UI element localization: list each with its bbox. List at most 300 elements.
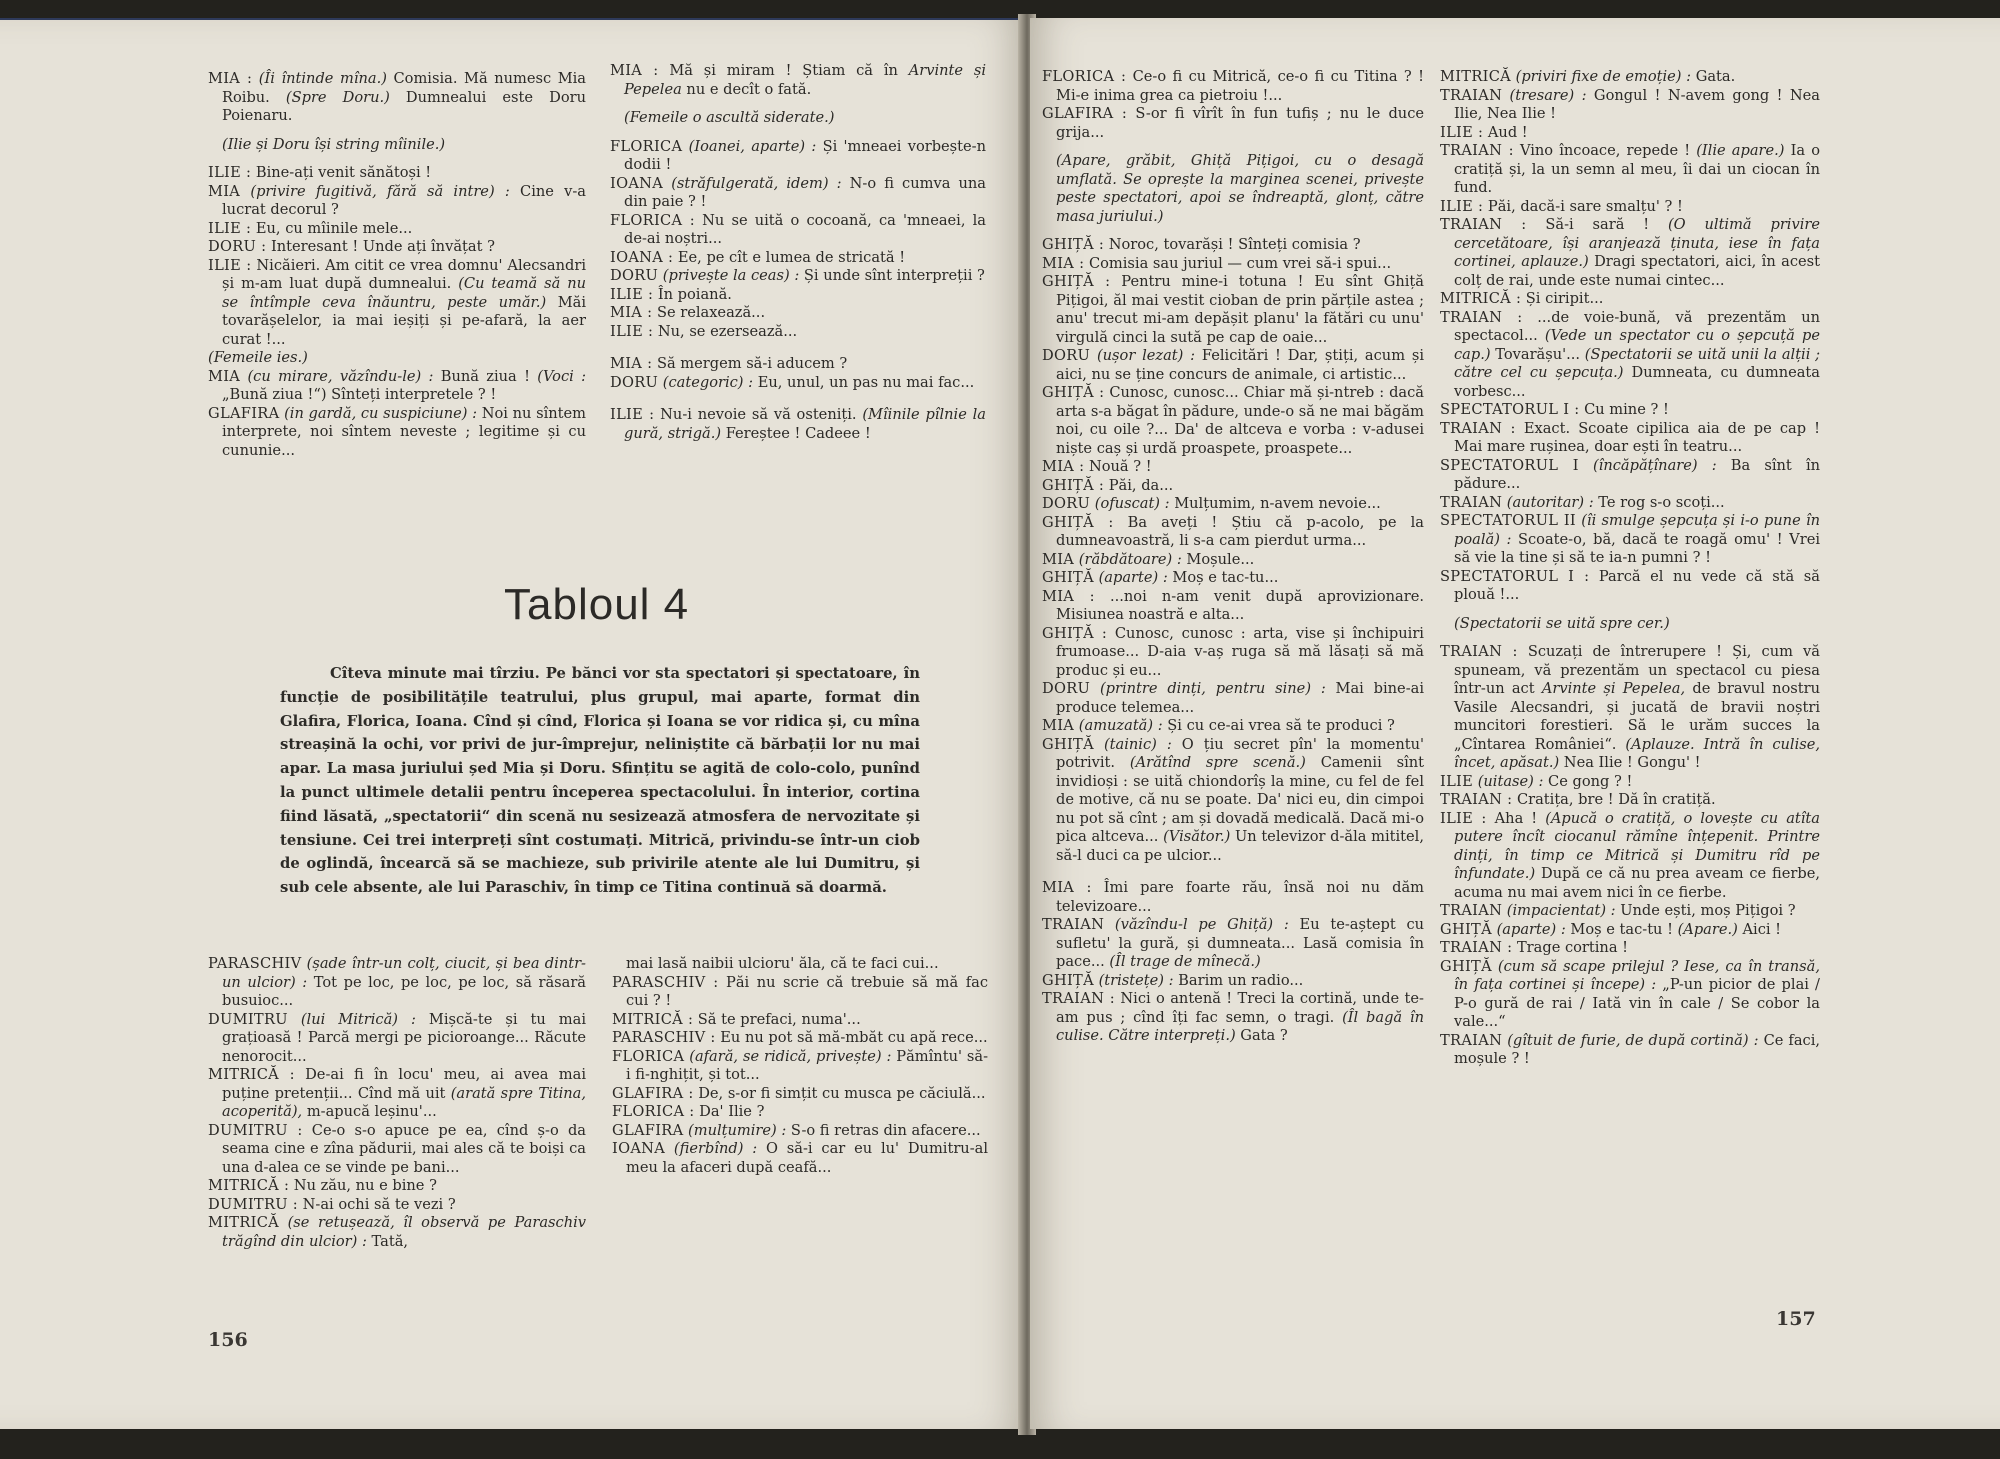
line-text: Ce gong ? !	[1543, 772, 1633, 790]
line-text: Cu mine ? !	[1584, 401, 1669, 418]
line-text: Cine v-a lucrat decorul ?	[222, 182, 586, 218]
dialogue-line	[208, 368, 586, 405]
speaker-name: MIA :	[1042, 458, 1085, 475]
speaker-name: TRAIAN	[1440, 86, 1503, 104]
dialogue-line	[612, 1140, 988, 1177]
dialogue-line	[612, 1048, 988, 1085]
left-page	[0, 18, 1024, 1429]
stage-direction: (lui Mitrică) :	[300, 1010, 416, 1028]
speaker-name: DORU	[610, 267, 659, 284]
speaker-name: TRAIAN :	[1440, 419, 1516, 437]
speaker-name: MIA :	[1042, 587, 1095, 605]
dialogue-line	[1440, 643, 1820, 773]
line-text: ...de voie-bună, vă prezentăm un spectacol...	[1454, 308, 1820, 344]
speaker-name: MIA :	[208, 70, 253, 87]
dialogue-line	[1440, 921, 1820, 940]
line-text: Bine-ați venit sănătoși !	[255, 164, 432, 181]
dialogue-line	[610, 323, 986, 342]
line-text: Și unde sînt interpreții ?	[799, 267, 985, 284]
speaker-name: MITRICĂ :	[612, 1010, 694, 1028]
line-text: Să te prefaci, numa'...	[697, 1010, 861, 1028]
speaker-name: MIA	[1042, 717, 1075, 734]
stage-direction: (aparte) :	[1496, 920, 1566, 938]
stage-direction: (văzîndu-l pe Ghiță) :	[1114, 916, 1289, 933]
left-column-bottom-1	[208, 955, 586, 1251]
speaker-name: MITRICĂ :	[208, 1177, 290, 1194]
dialogue-line	[1042, 972, 1424, 991]
speaker-name: MIA :	[1042, 254, 1085, 272]
dialogue-line	[1042, 625, 1424, 681]
speaker-name: GHIȚĂ :	[1042, 624, 1108, 642]
line-text: Cunosc, cunosc : arta, vise și închipuiri frumoase... D-aia v-aș ruga să mă lăsați să mă produc și eu...	[1056, 624, 1424, 679]
line-text: Mă numesc Mia Roibu.	[222, 70, 587, 106]
line-text: Vino încoace, repede !	[1519, 142, 1697, 159]
stage-direction: (Aplauze. Intră în culise, încet, apăsat.)	[1454, 735, 1820, 771]
dialogue-line	[1440, 773, 1820, 792]
line-text: De-ai fi în locu' meu, ai avea mai puține pretenții... Cînd mă uit	[222, 1066, 586, 1102]
speaker-name: TRAIAN	[1440, 902, 1503, 919]
speaker-name: ILIE	[1440, 772, 1474, 790]
dialogue-line	[610, 286, 986, 305]
dialogue-line	[1440, 512, 1820, 568]
line-text: Moșule...	[1181, 550, 1255, 568]
stage-direction: (Ioanei, aparte) :	[688, 137, 817, 155]
stage-direction: (afară, se ridică, privește) :	[689, 1047, 892, 1065]
line-text: Dragi spectatori, aici, în acest colț de rai, unde este numai cintec...	[1454, 253, 1820, 289]
speaker-name: FLORICA	[610, 137, 683, 155]
dialogue-line	[1042, 680, 1424, 717]
line-text: ...noi n-am venit după aprovizionare. Misiunea noastră e alta...	[1056, 587, 1424, 623]
dialogue-line	[610, 374, 986, 393]
line-text: Noroc, tovarăși ! Sînteți comisia ?	[1108, 236, 1361, 253]
speaker-name: PARASCHIV :	[612, 1029, 716, 1046]
line-text: Ce faci, moșule ? !	[1454, 1031, 1821, 1067]
line-text: Ce-o fi cu Mitrică, ce-o fi cu Titina ? ! Mi-e inima grea ca pietroiu !...	[1056, 68, 1424, 104]
stage-direction: (Spre Doru.)	[285, 88, 390, 106]
line-text: În poiană.	[657, 285, 732, 303]
stage-direction: (in gardă, cu suspiciune) :	[284, 404, 478, 422]
dialogue-line	[610, 249, 986, 268]
line-text: Și cu ce-ai vrea să te produci ?	[1162, 717, 1395, 734]
speaker-name: DUMITRU :	[208, 1121, 303, 1139]
stage-direction: (șade într-un colț, ciucit, și bea dintr-un ulcior) :	[222, 955, 586, 991]
line-text: „Bună ziua !“) Sînteți interpretele ? !	[222, 386, 497, 403]
dialogue-line	[610, 406, 986, 443]
line-text: Comisia sau juriul — cum vrei să-i spui...	[1088, 254, 1392, 272]
line-text: Mișcă-te și tu mai grațioasă ! Parcă mergi pe picioroange... Răcute nenorocit...	[222, 1010, 587, 1065]
stage-direction: Arvinte și Pepelea,	[1541, 680, 1686, 697]
line-text: Ba sînt în pădure...	[1454, 456, 1821, 492]
speaker-name: DUMITRU :	[208, 1195, 298, 1213]
speaker-name: ILIE :	[208, 219, 252, 237]
stage-direction: (Cu teamă să nu se întîmple ceva înăuntru, peste umăr.)	[222, 275, 587, 311]
dialogue-line	[1440, 198, 1820, 217]
speaker-name: IOANA :	[610, 248, 674, 266]
dialogue-line	[612, 1029, 988, 1048]
speaker-name: MIA :	[1042, 879, 1092, 896]
speaker-name: FLORICA :	[612, 1103, 695, 1120]
stage-direction: (Voci :	[537, 367, 587, 385]
speaker-name: SPECTATORUL I	[1440, 456, 1579, 474]
stage-direction: (privire fugitivă, fără să intre) :	[250, 182, 510, 200]
line-text: De, s-or fi simțit cu musca pe căciulă...	[698, 1084, 986, 1102]
speaker-name: GLAFIRA :	[1042, 105, 1128, 122]
speaker-name: MITRICĂ	[208, 1214, 279, 1231]
line-text: Gata.	[1691, 68, 1736, 85]
right-column-1	[1042, 68, 1424, 1046]
dialogue-line	[1440, 309, 1820, 402]
stage-direction: (străfulgerată, idem) :	[671, 174, 842, 192]
speaker-name: GLAFIRA :	[612, 1084, 694, 1102]
scene-intro: Cîteva minute mai tîrziu. Pe bănci vor sta spectatori și spectatoare, în funcție de posibilitățile teatrului, plus grupul, mai aparte, format din Glafira, Florica, Ioana. Cînd și cînd, Florica și Ioana se vor ridica și, cu mîna streașină la ochi, vor privi de jur-împrejur, neliniștite că bărbații lor nu mai apar. La masa juriului șed Mia și Doru. Sfințitu se agită de colo-colo, punînd la punct ultimele detalii pentru începerea spectacolului. În interior, cortina fiind lăsată, „spectatorii“ din scenă nu sesizează atmosfera de nervozitate și tensiune. Cei trei interpreți sînt costumați. Mitrică, privindu-se într-un ciob de oglindă, încearcă să se machieze, sub privirile atente ale lui Dumitru, și sub cele absente, ale lui Paraschiv, în timp ce Titina continuă să doarmă.	[280, 665, 920, 897]
stage-direction: (O ultimă privire cercetătoare, își aranjează ținuta, iese în fața cortinei, aplauze.)	[1454, 216, 1821, 270]
line-text: Îmi pare foarte rău, însă noi nu dăm televizoare...	[1056, 879, 1424, 915]
dialogue-line	[1042, 152, 1424, 226]
line-text: O să-i car eu lu' Dumitru-al meu la afaceri după ceafă...	[626, 1140, 988, 1176]
stage-direction: (cum să scape prilejul ? Iese, ca în transă, în fața cortinei și începe) :	[1454, 957, 1820, 993]
dialogue-line	[1042, 551, 1424, 570]
dialogue-line	[610, 212, 986, 249]
dialogue-line	[1042, 990, 1424, 1046]
line-text: Aha !	[1494, 809, 1546, 827]
line-text: Felicitări ! Dar, știți, acum și aici, nu se ține concurs de animale, ci artistic...	[1056, 347, 1425, 383]
line-text: m-apucă leșinu'...	[302, 1103, 437, 1120]
dialogue-line	[1440, 810, 1820, 903]
dialogue-line	[1440, 290, 1820, 309]
line-text: nu e decît o fată.	[681, 80, 812, 98]
line-text: Se relaxează...	[656, 304, 766, 321]
speaker-name: DORU	[1042, 680, 1091, 697]
line-text: Măi tovarășelelor, ia mai ieșiți și pe-afară, la aer curat !...	[222, 293, 587, 348]
stage-direction: (Apucă o cratiță, o lovește cu atîta putere încît ciocanul rămîne înțepenit. Printre dinți, în timp ce Mitrică și Dumitru rîd pe înfundate.)	[1454, 809, 1821, 882]
dialogue-line	[610, 304, 986, 323]
stage-direction: (Apare, grăbit, Ghiță Pițigoi, cu o desagă umflată. Se oprește la marginea scenei, privește peste spectatori, apoi se îndreaptă, glonț, către masa juriului.)	[1056, 152, 1424, 225]
speaker-name: TRAIAN	[1042, 916, 1105, 933]
stage-direction: (ofuscat) :	[1094, 495, 1170, 512]
speaker-name: MIA	[208, 182, 241, 200]
stage-direction: (priviri fixe de emoție) :	[1515, 68, 1692, 85]
stage-direction: (privește la ceas) :	[662, 267, 800, 284]
stage-direction: (încăpățînare) :	[1592, 456, 1717, 474]
dialogue-line	[610, 355, 986, 374]
line-text: Nici o antenă ! Treci la cortină, unde te-am pus ; cînd îți fac semn, o tragi.	[1056, 990, 1424, 1026]
line-text: N-o fi cumva una din paie ? !	[624, 174, 986, 210]
stage-direction: (Îl trage de mînecă.)	[1109, 953, 1261, 970]
dialogue-line	[1440, 902, 1820, 921]
speaker-name: ILIE :	[1440, 197, 1484, 215]
dialogue-line	[1042, 384, 1424, 458]
stage-direction: (Mîinile pîlnie la gură, strigă.)	[624, 406, 986, 442]
dialogue-line	[1042, 255, 1424, 274]
dialogue-line	[612, 955, 988, 974]
stage-direction: (tristețe) :	[1098, 971, 1174, 989]
dialogue-line	[1440, 142, 1820, 198]
line-text: Să mergem să-i aducem ?	[656, 355, 848, 372]
stage-direction: (impacientat) :	[1506, 902, 1616, 919]
dialogue-line	[208, 238, 586, 257]
stage-direction: (Ilie și Doru își string mîinile.)	[222, 135, 446, 153]
dialogue-line	[1440, 1032, 1820, 1069]
dialogue-line	[1440, 791, 1820, 810]
dialogue-line	[208, 1122, 586, 1178]
line-text: mai lasă naibii ulcioru' ăla, că te faci cui...	[626, 955, 939, 972]
speaker-name: MIA :	[610, 304, 653, 321]
line-text: Nu, se ezersează...	[657, 322, 798, 340]
scene-title: Tabloul 4	[504, 580, 690, 629]
speaker-name: PARASCHIV	[208, 955, 302, 972]
stage-direction: (se retușează, îl observă pe Paraschiv trăgînd din ulcior) :	[222, 1214, 587, 1250]
line-text: Cratița, bre ! Dă în cratiță.	[1516, 791, 1716, 808]
stage-direction: (răbdătoare) :	[1078, 550, 1182, 568]
speaker-name: GHIȚĂ	[1440, 957, 1492, 975]
dialogue-line	[1042, 477, 1424, 496]
speaker-name: GHIȚĂ :	[1042, 236, 1105, 253]
dialogue-line	[1440, 216, 1820, 290]
stage-direction: (Îl bagă în culise. Către interpreți.)	[1056, 1008, 1424, 1044]
speaker-name: GHIȚĂ :	[1042, 476, 1105, 494]
speaker-name: SPECTATORUL I :	[1440, 567, 1590, 585]
speaker-name: ILIE :	[610, 322, 654, 340]
page-number-right: 157	[1776, 1308, 1816, 1330]
line-text: Tot pe loc, pe loc, pe loc, să răsară busuioc...	[222, 973, 587, 1009]
dialogue-line	[1440, 939, 1820, 958]
speaker-name: TRAIAN :	[1440, 142, 1514, 159]
dialogue-line	[612, 974, 988, 1011]
line-text: Mă și miram ! Știam că în	[669, 62, 909, 79]
line-text: Scoate-o, bă, dacă te roagă omu' ! Vrei să vie la tine și să te ia-n pumni ? !	[1454, 530, 1820, 566]
dialogue-line	[208, 1196, 586, 1215]
speaker-name: IOANA	[612, 1140, 666, 1157]
right-page	[1030, 18, 2000, 1429]
line-text: Eu te-aștept cu sufletu' la gură, și dumneata... Lasă comisia în pace...	[1056, 916, 1425, 970]
line-text: Moș e tac-tu...	[1167, 569, 1279, 586]
dialogue-line	[610, 175, 986, 212]
line-text: Da' Ilie ?	[699, 1103, 765, 1120]
line-text: Dumneata, cu dumneata vorbesc...	[1454, 364, 1820, 400]
line-text: Te rog s-o scoți...	[1593, 493, 1725, 511]
dialogue-line	[1440, 958, 1820, 1032]
dialogue-line	[208, 136, 586, 155]
dialogue-line	[610, 109, 986, 128]
speaker-name: TRAIAN :	[1440, 939, 1513, 956]
speaker-name: FLORICA :	[610, 211, 695, 229]
speaker-name: MITRICĂ	[1440, 68, 1511, 85]
line-text: Moș e tac-tu !	[1565, 920, 1678, 938]
line-text: Aici !	[1737, 920, 1782, 938]
line-text: Exact. Scoate cipilica aia de pe cap ! Mai mare rușinea, doar ești în teatru...	[1454, 419, 1821, 455]
speaker-name: GLAFIRA	[612, 1121, 684, 1139]
stage-direction: (tresare) :	[1509, 86, 1587, 104]
line-text: N-ai ochi să te vezi ?	[302, 1195, 456, 1213]
speaker-name: GHIȚĂ	[1042, 569, 1094, 586]
line-text: Ce-o s-o apuce pe ea, cînd ș-o da seama cine e zîna pădurii, mai ales că te boiși ca una d-alea ce se vinde pe bani...	[222, 1121, 586, 1176]
line-text: Gata ?	[1235, 1027, 1288, 1044]
line-text: Noi nu sîntem interprete, noi sîntem neveste ; legitime și cu cununie...	[222, 404, 586, 459]
stage-direction: (amuzată) :	[1078, 717, 1163, 734]
stage-direction: (Visător.)	[1163, 828, 1231, 845]
dialogue-line	[1440, 568, 1820, 605]
speaker-name: SPECTATORUL II	[1440, 512, 1576, 529]
line-text: Interesant ! Unde ați învățat ?	[270, 238, 495, 255]
dialogue-line	[1042, 588, 1424, 625]
speaker-name: GHIȚĂ :	[1042, 513, 1114, 531]
speaker-name: GHIȚĂ	[1042, 971, 1094, 989]
dialogue-line	[1042, 736, 1424, 866]
line-text: Camenii sînt invidioși : se uită chiondorîș la mine, cu fel de fel de motive, că nu se poate. Da' nici eu, din cimpoi nu pot să cînt ; am și dovadă medicală. Dacă mi-o pica altceva...	[1056, 754, 1424, 845]
dialogue-line	[208, 955, 586, 1011]
dialogue-line	[208, 349, 586, 368]
speaker-name: MITRICĂ :	[1440, 290, 1522, 307]
stage-direction: (Apare.)	[1677, 920, 1738, 938]
dialogue-line	[612, 1085, 988, 1104]
line-text: Să-i sară !	[1545, 216, 1668, 233]
speaker-name: DORU :	[208, 238, 267, 255]
line-text: Eu, cu mîinile mele...	[255, 219, 413, 237]
line-text: Nouă ? !	[1088, 458, 1152, 475]
dialogue-line	[1042, 458, 1424, 477]
line-text: Eu, unul, un pas nu mai fac...	[753, 373, 975, 391]
speaker-name: DORU	[610, 373, 659, 391]
speaker-name: MIA :	[610, 62, 659, 79]
speaker-name: TRAIAN	[1440, 493, 1503, 511]
speaker-name: MIA :	[610, 355, 653, 372]
stage-direction: (fierbînd) :	[673, 1140, 758, 1157]
speaker-name: IOANA	[610, 174, 664, 192]
line-text: Fereștee ! Cadeee !	[721, 424, 871, 442]
speaker-name: GHIȚĂ :	[1042, 273, 1111, 290]
dialogue-line	[1440, 68, 1820, 87]
speaker-name: DORU	[1042, 347, 1091, 364]
stage-direction: (printre dinți, pentru sine) :	[1099, 680, 1326, 697]
line-text: Și ciripit...	[1525, 290, 1604, 307]
dialogue-line	[1440, 401, 1820, 420]
dialogue-line	[1042, 347, 1424, 384]
line-text: Pentru mine-i totuna ! Eu sînt Ghiță Pițigoi, ăl mai vestit cioban de prin părțile astea ; anu' trecut mi-am depășit planu' la fătări cu unu' virgulă cinci la sută pe cap de oaie...	[1056, 273, 1424, 346]
stage-direction: (Arătînd spre scenă.)	[1129, 754, 1306, 771]
speaker-name: FLORICA	[612, 1047, 685, 1065]
speaker-name: TRAIAN :	[1440, 308, 1523, 326]
dialogue-line	[612, 1103, 988, 1122]
speaker-name: GLAFIRA	[208, 404, 280, 422]
stage-direction: (Vede un spectator cu o șepcuță pe cap.)	[1454, 327, 1820, 363]
dialogue-line	[208, 1011, 586, 1067]
speaker-name: TRAIAN :	[1440, 643, 1518, 660]
dialogue-line	[1042, 273, 1424, 347]
line-text: Tată,	[366, 1232, 409, 1250]
stage-direction: (ușor lezat) :	[1096, 347, 1196, 364]
dialogue-line	[610, 62, 986, 99]
speaker-name: TRAIAN	[1440, 1031, 1503, 1049]
line-text: Mai bine-ai produce telemea...	[1056, 680, 1424, 716]
line-text: Dumnealui este Doru Poienaru.	[222, 88, 586, 124]
stage-direction: (Spectatorii se uită unii la alții ; către cel cu șepcuța.)	[1454, 345, 1820, 381]
speaker-name: FLORICA :	[1042, 68, 1127, 85]
dialogue-line	[1042, 717, 1424, 736]
dialogue-line	[1042, 514, 1424, 551]
dialogue-line	[1042, 105, 1424, 142]
stage-direction: Arvinte și Pepelea	[624, 62, 987, 98]
speaker-name: MIA	[1042, 550, 1075, 568]
dialogue-line	[610, 267, 986, 286]
line-text: Pămîntu' să-i fi-nghițit, și tot...	[626, 1047, 988, 1083]
stage-direction: (Femeile o ascultă siderate.)	[624, 109, 835, 126]
page-number-left: 156	[208, 1329, 248, 1351]
dialogue-line	[612, 1122, 988, 1141]
stage-direction: (tainic) :	[1103, 735, 1172, 753]
dialogue-line	[208, 164, 586, 183]
line-text: Nu-i nevoie să vă osteniți.	[660, 406, 863, 423]
stage-direction: (Ilie apare.)	[1696, 142, 1785, 159]
line-text: Ia o cratiță și, la un semn al meu, îi dai un ciocan în fund.	[1454, 142, 1821, 196]
dialogue-line	[1042, 879, 1424, 916]
speaker-name: TRAIAN :	[1042, 990, 1116, 1007]
speaker-name: DORU	[1042, 495, 1091, 512]
left-column-top-1	[208, 70, 586, 460]
stage-direction: (categoric) :	[662, 373, 754, 391]
dialogue-line	[1440, 420, 1820, 457]
dialogue-line	[1042, 916, 1424, 972]
dialogue-line	[208, 405, 586, 461]
dialogue-line	[208, 1177, 586, 1196]
dialogue-line	[1042, 569, 1424, 588]
line-text: Unde ești, moș Pițigoi ?	[1615, 902, 1796, 919]
speaker-name: PARASCHIV :	[612, 973, 719, 991]
line-text: „P-un picior de plai / P-o gură de rai / Iată vin în cale / Se cobor la vale...“	[1454, 976, 1820, 1030]
line-text: de bravul nostru Vasile Alecsandri, și jucată de bravii noștri muncitori forestieri. Să le urăm succes la „Cîntarea României“.	[1454, 680, 1821, 753]
line-text: S-o fi retras din afacere...	[786, 1121, 981, 1139]
line-text: Și 'mneaei vorbește-n dodii !	[624, 137, 987, 173]
line-text: O țiu secret pîn' la momentu' potrivit.	[1056, 735, 1424, 771]
line-text: Cunosc, cunosc... Chiar mă și-ntreb : dacă arta s-a băgat în pădure, unde-o să ne mai băgăm noi, cu oile ?... Da' de altceva e vorba : v-adusei niște caș și urdă proaspete, proaspete...	[1056, 384, 1425, 457]
dialogue-line	[1440, 494, 1820, 513]
line-text: Bună ziua !	[433, 367, 538, 385]
line-text: Aud !	[1487, 123, 1528, 141]
stage-direction: (gîtuit de furie, de după cortină) :	[1507, 1031, 1759, 1049]
line-text: Nicăieri. Am citit ce vrea domnu' Alecsandri și m-am luat după dumnealui.	[222, 256, 586, 292]
line-text: Scuzați de întrerupere ! Și, cum vă spuneam, vă prezentăm un spectacol cu piesa într-un act	[1454, 643, 1821, 697]
speaker-name: GHIȚĂ	[1042, 735, 1094, 753]
speaker-name: GHIȚĂ :	[1042, 384, 1105, 401]
line-text: S-or fi vîrît în fun tufiș ; nu le duce grija...	[1056, 105, 1425, 141]
speaker-name: GHIȚĂ	[1440, 920, 1492, 938]
dialogue-line	[208, 257, 586, 350]
left-column-top-2	[610, 62, 986, 443]
speaker-name: SPECTATORUL I :	[1440, 401, 1580, 418]
stage-direction: (cu mirare, văzîndu-le) :	[247, 367, 434, 385]
speaker-name: TRAIAN :	[1440, 791, 1513, 808]
dialogue-line	[208, 1066, 586, 1122]
speaker-name: ILIE :	[1440, 123, 1484, 141]
line-text: Mulțumim, n-avem nevoie...	[1169, 495, 1381, 512]
line-text: Parcă el nu vede că stă să plouă !...	[1454, 567, 1820, 603]
dialogue-line	[1042, 495, 1424, 514]
dialogue-line	[1042, 68, 1424, 105]
dialogue-line	[208, 1214, 586, 1251]
line-text: Eu nu pot să mă-mbăt cu apă rece...	[720, 1029, 988, 1046]
stage-direction: (îi smulge șepcuța și i-o pune în poală) :	[1454, 512, 1821, 548]
stage-direction: (mulțumire) :	[688, 1121, 787, 1139]
stage-direction: (Spectatorii se uită spre cer.)	[1454, 614, 1670, 632]
line-text: Nea Ilie ! Gongu' !	[1559, 754, 1701, 771]
dialogue-line	[208, 183, 586, 220]
line-text: Trage cortina !	[1516, 939, 1629, 956]
line-text: Gongul ! N-avem gong ! Nea Ilie, Nea Ilie !	[1454, 86, 1820, 122]
line-text: Păi, dacă-i sare smalțu' ? !	[1487, 197, 1683, 215]
stage-direction: (Îi întinde mîna.)	[258, 70, 387, 87]
dialogue-line	[1042, 236, 1424, 255]
speaker-name: MITRICĂ :	[208, 1066, 295, 1083]
line-text: Tovarășu'...	[1490, 345, 1585, 363]
